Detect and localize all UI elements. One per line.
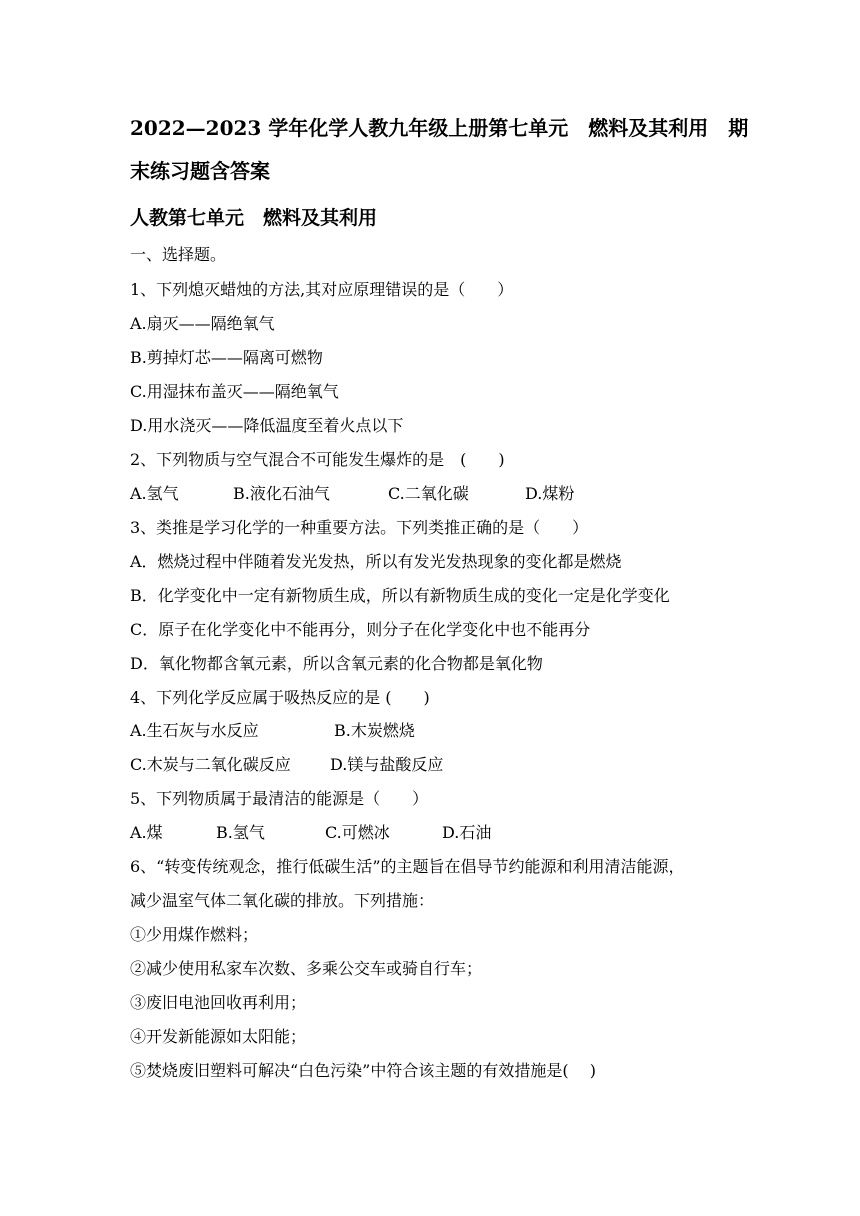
question-6-stem-line-1: 6、“转变传统观念，推行低碳生活”的主题旨在倡导节约能源和利用清洁能源， [130,857,685,876]
question-3-option-a: A．燃烧过程中伴随着发光发热，所以有发光发热现象的变化都是燃烧 [130,552,622,571]
question-4-option-d: D.镁与盐酸反应 [330,755,444,774]
question-5-option-c: C.可燃冰 [325,823,390,842]
question-6-stem-line-2: 减少温室气体二氧化碳的排放。下列措施： [130,891,435,910]
question-2-option-b: B.液化石油气 [233,484,330,503]
question-2-stem: 2、下列物质与空气混合不可能发生爆炸的是 ( ) [130,450,505,469]
question-6-measure-2: ②减少使用私家车次数、多乘公交车或骑自行车； [130,959,483,978]
question-3-stem: 3、类推是学习化学的一种重要方法。下列类推正确的是（ ） [130,518,589,537]
question-5-option-a: A.煤 [130,823,163,842]
question-2-option-a: A.氢气 [130,484,179,503]
question-5-option-b: B.氢气 [216,823,265,842]
question-3-option-c: C．原子在化学变化中不能再分，则分子在化学变化中也不能再分 [130,620,591,639]
question-2-option-c: C.二氧化碳 [388,484,469,503]
question-4-stem: 4、下列化学反应属于吸热反应的是 ( ) [130,688,430,707]
question-4-option-b: B.木炭燃烧 [334,721,415,740]
question-1-option-b: B.剪掉灯芯——隔离可燃物 [130,348,323,367]
question-6-measure-1: ①少用煤作燃料； [130,925,259,944]
question-4-option-a: A.生石灰与水反应 [130,721,259,740]
question-3-option-b: B．化学变化中一定有新物质生成，所以有新物质生成的变化一定是化学变化 [130,586,670,605]
document-title-line-1: 2022—2023 学年化学人教九年级上册第七单元 燃料及其利用 期 [130,116,749,140]
question-4-option-c: C.木炭与二氧化碳反应 [130,755,291,774]
question-6-measure-4: ④开发新能源如太阳能； [130,1027,307,1046]
question-5-stem: 5、下列物质属于最清洁的能源是（ ） [130,789,429,808]
section-heading: 一、选择题。 [130,245,227,264]
question-3-option-d: D．氧化物都含氧元素，所以含氧元素的化合物都是氧化物 [130,654,543,673]
question-1-option-c: C.用湿抹布盖灭——隔绝氧气 [130,382,339,401]
document-title-line-2: 末练习题含答案 [130,159,270,183]
question-1-option-d: D.用水浇灭——降低温度至着火点以下 [130,416,404,435]
question-1-stem: 1、下列熄灭蜡烛的方法,其对应原理错误的是（ ） [130,280,514,299]
question-5-option-d: D.石油 [442,823,492,842]
question-6-measure-3: ③废旧电池回收再利用； [130,993,307,1012]
question-6-measure-5: ⑤焚烧废旧塑料可解决“白色污染”中符合该主题的有效措施是( ) [130,1061,596,1080]
document-subtitle: 人教第七单元 燃料及其利用 [130,207,378,229]
question-2-option-d: D.煤粉 [525,484,575,503]
question-1-option-a: A.扇灭——隔绝氧气 [130,314,275,333]
